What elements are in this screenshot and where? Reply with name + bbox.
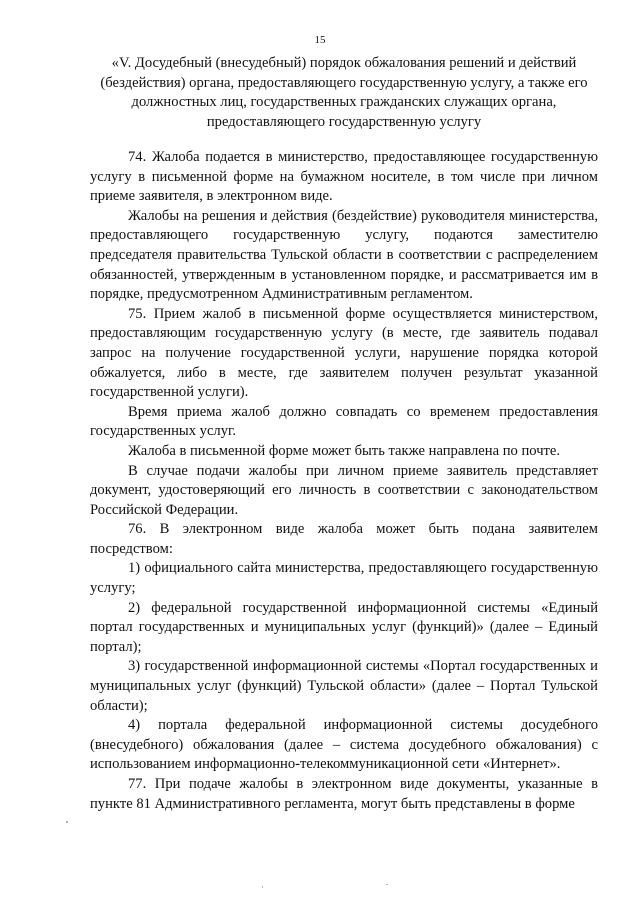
- document-body: [90, 148, 598, 814]
- section-heading: «V. Досудебный (внесудебный) порядок обжалования решений и действий (бездействия) органа, предоставляющего государственную услугу, а также его должностных лиц, государственных гражданских служащих органа, предоставляющего государственную услугу: [100, 55, 588, 130]
- paragraph-75-reception-time: Время приема жалоб должно совпадать со временем предоставления государственных услуг.: [90, 403, 598, 440]
- paragraph-75-by-mail: Жалоба в письменной форме может быть также направлена по почте.: [128, 442, 561, 459]
- scan-speck: [66, 821, 68, 823]
- scan-speck: [262, 886, 263, 888]
- scan-speck: [386, 884, 388, 885]
- list-item-1: 1) официального сайта министерства, предоставляющего государственную услугу;: [90, 560, 598, 597]
- paragraph-76: 76. В электронном виде жалоба может быть подана заявителем посредством:: [90, 521, 598, 557]
- paragraph-75: 75. Прием жалоб в письменной форме осуществляется министерством, предоставляющим государственную услугу (в месте, где заявитель подавал запрос на получение государственной услуги, нарушение порядка которой обжалуется, либо в месте, где заявителем получен результат указанной государственной услуги).: [90, 305, 598, 401]
- paragraph-74: 74. Жалоба подается в министерство, предоставляющее государственную услугу в письменной форме на бумажном носителе, в том числе при личном приеме заявителя, в электронном виде.: [90, 149, 598, 205]
- paragraph-75-identity-document: В случае подачи жалобы при личном приеме заявитель представляет документ, удостоверяющий его личность в соответствии с законодательством Российской Федерации.: [90, 462, 598, 518]
- list-item-4: 4) портала федеральной информационной системы досудебного (внесудебного) обжалования (далее – система досудебного обжалования) с использованием информационно-телекоммуникационной сети «Интернет».: [90, 717, 598, 773]
- list-item-2: 2) федеральной государственной информационной системы «Единый портал государственных и муниципальных услуг (функций)» (далее – Единый портал);: [90, 599, 598, 655]
- page-number: 15: [314, 34, 326, 46]
- paragraph-74-appeal-on-head: Жалобы на решения и действия (бездействие) руководителя министерства, предоставляющего государственную услугу, подаются заместителю председателя правительства Тульской области в соответствии с распределением обязанностей, утвержденным в установленном порядке, и рассматривается им в порядке, предусмотренном Административным регламентом.: [90, 207, 598, 303]
- paragraph-77: 77. При подаче жалобы в электронном виде документы, указанные в пункте 81 Административного регламента, могут быть представлены в форме: [90, 776, 598, 812]
- list-item-3: 3) государственной информационной системы «Портал государственных и муниципальных услуг (функций) Тульской области» (далее – Портал Тульской области);: [90, 658, 598, 714]
